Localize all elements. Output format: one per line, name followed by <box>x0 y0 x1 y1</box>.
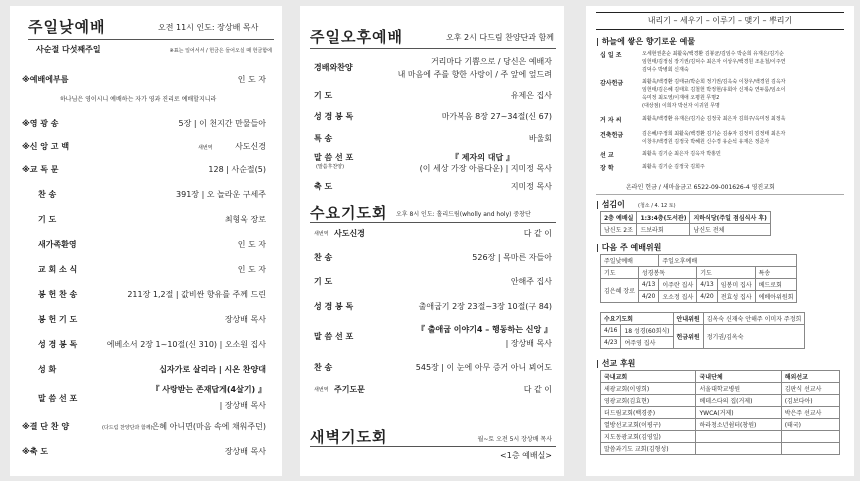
table-cell: 이주란 집사 <box>659 279 697 291</box>
table-cell: (태국) <box>781 419 839 431</box>
row-label: 찬 송 <box>38 190 57 199</box>
row-label: 기 도 <box>314 91 333 100</box>
table-cell: 4/13 <box>638 279 658 291</box>
sermon-preacher: | 장상배 목사 <box>505 339 552 348</box>
table-cell: 지하식당(주일 점심식사 후) <box>690 212 770 224</box>
table-cell: 세광교회(이영희) <box>601 383 696 395</box>
row-label: 봉 헌 찬 송 <box>38 290 78 299</box>
row-label: ※신 앙 고 백 <box>22 142 70 151</box>
service-meta: 오전 11시 인도: 장상배 목사 <box>158 23 259 32</box>
section-sub: (청소 / 4. 12 토) <box>638 203 676 209</box>
table-cell: 임봉미 집사 <box>717 279 755 291</box>
row-value: 128 | 사순절(5) <box>208 165 266 174</box>
bank-account: 온라인 헌금 / 새마을금고 6522-09-001626-4 영진교회 <box>626 184 775 191</box>
row-prefix: 새번역 <box>314 231 329 237</box>
offering-names: 김은혜/주정희 최활욱/백경환 김기순 김송자 김정미 김정태 최은자 이창우/백경원 김정국 박혜원 신수경 유순석 유재은 정준자 <box>642 131 786 145</box>
afternoon-panel <box>300 6 564 476</box>
table-cell: 국내단체 <box>696 371 781 383</box>
cleaning-table <box>600 211 771 236</box>
table-cell: 4/20 <box>638 291 658 303</box>
table-cell: (김보다아) <box>781 395 839 407</box>
table-cell: 정기권/김옥숙 <box>703 325 805 349</box>
table-cell: 지도동광교회(김영일) <box>601 431 696 443</box>
table-cell: 김은혜 장로 <box>601 279 639 303</box>
section-title: 주일오후예배 <box>310 28 403 46</box>
table-cell: 베드로회 <box>755 279 797 291</box>
service-meta: 오후 2시 다드림 찬양단과 함께 <box>446 33 554 42</box>
row-value: 인 도 자 <box>237 75 266 84</box>
row-value: 거리마다 기쁨으로 / 당신은 예배자 <box>430 57 552 66</box>
service-location: <1층 예배실> <box>500 451 552 460</box>
sermon-title: 『 제자의 대답 』 <box>451 153 514 162</box>
divider <box>28 39 274 40</box>
sermon-preacher: | 장상배 목사 <box>219 401 266 410</box>
offering-names: 오세현권훈순 최활욱/백경환 김봉균/김임수 박순희 유재은/김기순 임헌태/김정심 장기권/김덕수 최은자 이상우/백경원 조운철/이주연 김덕수 박병회 신재숙 <box>642 51 786 73</box>
row-label: 말 씀 선 포 <box>314 153 354 162</box>
row-value: 십자가로 살리라 | 시온 찬양대 <box>159 365 266 374</box>
row-value: 545장 | 이 눈에 아무 증거 아니 뵈어도 <box>415 363 552 372</box>
row-label: ※결 단 찬 양 <box>22 422 70 431</box>
table-cell: 국내교회 <box>601 371 696 383</box>
info-panel <box>586 6 854 476</box>
service-meta: 월~토 오전 5시 장상배 목사 <box>477 436 552 443</box>
table-cell: 더드림교회(백경중) <box>601 407 696 419</box>
table-cell: 김판식 선교사 <box>781 383 839 395</box>
offering-label: 장 학 <box>600 165 614 172</box>
offering-names: 최활욱/백경환 김태규/박순희 정기권/김옥숙 이창우/백경원 김옥자 임헌태/김은혜 김태호 김철헌 박정현/유회아 신재숙 연두룸/임소이 옥미정 최도영/이재애 오평원 무명2 (대상점) 이희자 박선자 이귀원 무명 <box>642 79 786 109</box>
section-heading: | 다음 주 예배위원 <box>596 243 662 252</box>
sunday-morning-panel <box>10 6 282 476</box>
table-cell: 18 성경(60회식) <box>621 325 673 337</box>
table-cell: 수요기도회 <box>601 313 674 325</box>
service-meta: 오후 8시 인도: 홀리드림(wholly and holy) 중창단 <box>396 211 531 218</box>
table-cell: 4/20 <box>697 291 717 303</box>
table-cell: 오소정 집사 <box>659 291 697 303</box>
table-cell: 4/13 <box>697 279 717 291</box>
table-cell: 드보라회 <box>637 224 690 236</box>
page-title: 주일낮예배 <box>28 18 106 36</box>
table-cell: 해외선교 <box>781 371 839 383</box>
row-value: 지미정 목사 <box>510 182 552 191</box>
row-label: 말 씀 선 포 <box>38 394 78 403</box>
row-value: 인 도 자 <box>237 265 266 274</box>
offering-label: 거 자 씨 <box>600 117 622 124</box>
row-label: 기 도 <box>38 215 57 224</box>
row-label: 말 씀 선 포 <box>314 332 354 341</box>
offering-names: 최활욱/백경환 유재은/김기순 김정국 최은자 김희주/옥미정 최정욱 <box>642 116 786 122</box>
divider <box>310 222 556 223</box>
row-value: 5장 | 이 천지간 만물들아 <box>178 119 266 128</box>
row-label: 봉 헌 기 도 <box>38 315 78 324</box>
row-label: 교 회 소 식 <box>38 265 78 274</box>
row-label: 성 화 <box>38 365 57 374</box>
row-label: 특 송 <box>314 134 333 143</box>
row-value: 최형욱 장로 <box>224 215 266 224</box>
row-label-sub: (말씀후찬양) <box>316 164 345 170</box>
row-label: ※영 광 송 <box>22 119 59 128</box>
table-cell: 성경봉독 <box>638 267 696 279</box>
table-cell: 4/23 <box>601 337 621 349</box>
table-cell: 주일오후예배 <box>659 255 797 267</box>
row-value: 사도신경 <box>235 142 266 151</box>
row-label: 사도신경 <box>334 229 365 238</box>
scripture-quote: 하나님은 영이시니 예배하는 자가 영과 진리로 예배할지니라 <box>60 96 217 103</box>
table-cell: 남신도 2조 <box>601 224 637 236</box>
offering-label: 감사헌금 <box>600 80 624 87</box>
row-label: 주기도문 <box>334 385 365 394</box>
table-cell: YWCA(거제) <box>696 407 781 419</box>
table-cell: 주일낮예배 <box>601 255 659 267</box>
table-cell: 1:3:4층(도서관) <box>637 212 690 224</box>
row-label: 성 경 봉 독 <box>314 302 354 311</box>
table-cell <box>696 443 781 455</box>
divider <box>310 48 556 49</box>
section-heading: | 선교 후원 <box>596 359 636 368</box>
table-cell: 에베아위원회 <box>755 291 797 303</box>
table-cell: 서울대학교병원 <box>696 383 781 395</box>
row-prefix: (다드림 찬양단과 함께) <box>102 425 153 431</box>
table-cell: 기도 <box>601 267 639 279</box>
offering-names: 최활욱 김기순 최은자 김옥자 박홍민 <box>642 151 721 157</box>
section-heading: | 하늘에 쌓은 향기로운 예물 <box>596 37 696 46</box>
table-cell: 4/16 <box>601 325 621 337</box>
row-value: 인 도 자 <box>237 240 266 249</box>
row-value: 다 같 이 <box>523 229 552 238</box>
row-value: 내 마음에 주를 향한 사랑이 / 주 앞에 엎드려 <box>397 70 552 79</box>
wednesday-table <box>600 312 805 349</box>
row-label: 축 도 <box>314 182 333 191</box>
table-cell: 여주영 집사 <box>621 337 673 349</box>
row-label: 경배와찬양 <box>314 63 353 72</box>
row-value: 은혜 아니면(마음 속에 채워주던) <box>151 422 266 431</box>
section-title: 새벽기도회 <box>310 428 388 446</box>
row-value: 에베소서 2장 1~10절(신 310) | 오소원 집사 <box>106 340 266 349</box>
row-value: 211장 1,2절 | 값비싼 향유를 주께 드린 <box>127 290 266 299</box>
row-prefix: 새번역 <box>198 145 213 151</box>
row-value: 다 같 이 <box>523 385 552 394</box>
row-label: ※축 도 <box>22 447 49 456</box>
table-cell: 하라청소년쉼터(창원) <box>696 419 781 431</box>
table-cell: 김옥숙 신재숙 안해주 이미자 주정희 <box>703 313 805 325</box>
table-cell <box>696 431 781 443</box>
row-prefix: 새번역 <box>314 387 329 393</box>
subtitle: 사순절 다섯째주일 <box>36 45 101 54</box>
sermon-title: 『 사랑받는 존재답게(4살기) 』 <box>151 385 266 394</box>
row-label: 찬 송 <box>314 363 333 372</box>
row-label: 성 경 봉 독 <box>38 340 78 349</box>
table-cell: 안내위원 <box>673 313 703 325</box>
row-value: 장상배 목사 <box>224 447 266 456</box>
next-week-table <box>600 254 797 303</box>
section-heading: | 섬김이 <box>596 200 625 209</box>
row-label: 찬 송 <box>314 253 333 262</box>
table-cell: 특송 <box>755 267 797 279</box>
table-cell: 2층 예배실 <box>601 212 637 224</box>
sermon-title: 『 출애굽 이야기4 – 행동하는 신앙 』 <box>416 325 552 334</box>
section-title: 수요기도회 <box>310 204 388 222</box>
row-value: 장상배 목사 <box>224 315 266 324</box>
row-value: 526장 | 목마른 자들아 <box>472 253 552 262</box>
mission-table <box>600 370 840 455</box>
row-value: 유제은 집사 <box>510 91 552 100</box>
offering-label: 건축헌금 <box>600 132 624 139</box>
divider <box>310 446 556 447</box>
table-cell: 베데스다의 집(거제) <box>696 395 781 407</box>
table-cell: 박은주 선교사 <box>781 407 839 419</box>
offering-label: 십 일 조 <box>600 52 622 59</box>
row-label: ※교 독 문 <box>22 165 59 174</box>
table-cell <box>781 443 839 455</box>
table-cell <box>781 431 839 443</box>
table-cell: 전효성 집사 <box>717 291 755 303</box>
row-label: 성 경 봉 독 <box>314 112 354 121</box>
row-value: 출애굽기 2장 23절~3장 10절(구 84) <box>418 302 552 311</box>
offering-names: 최활욱 김기순 김정국 김희주 <box>642 164 705 170</box>
sermon-preacher: (이 세상 가장 아름다운) | 지미정 목사 <box>419 164 552 173</box>
row-label: ※예배에부름 <box>22 75 69 84</box>
table-cell: 열방선교교회(이평구) <box>601 419 696 431</box>
table-cell: 남신도 전체 <box>690 224 770 236</box>
table-cell: 기도 <box>697 267 755 279</box>
offering-label: 선 교 <box>600 152 614 159</box>
row-value: 마가복음 8장 27~34절(신 67) <box>441 112 552 121</box>
row-value: 안해주 집사 <box>510 277 552 286</box>
table-cell: 말씀과기도 교회(김형성) <box>601 443 696 455</box>
row-label: 기 도 <box>314 277 333 286</box>
row-value: 391장 | 오 놀라운 구세주 <box>176 190 266 199</box>
table-cell: 헌금위원 <box>673 325 703 349</box>
row-value: 바울회 <box>528 134 552 143</box>
motto-banner: 내리기 – 세우기 – 이루기 – 맺기 – 뿌리기 <box>596 12 844 30</box>
table-cell: 영광교회(김효현) <box>601 395 696 407</box>
row-label: 새가족환영 <box>38 240 77 249</box>
divider <box>596 194 844 195</box>
note: ※표는 일어서서 / 헌금은 들어오실 때 헌금함에 <box>169 48 272 54</box>
